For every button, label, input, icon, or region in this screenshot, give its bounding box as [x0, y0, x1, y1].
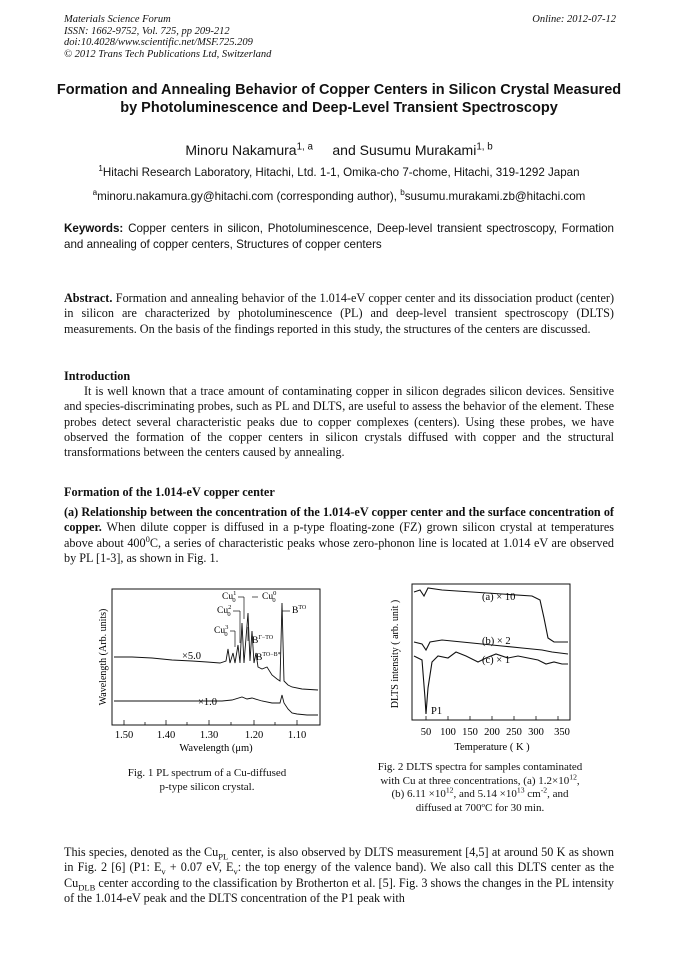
affiliation-text: Hitachi Research Laboratory, Hitachi, Ltd. 1-1, Omika-cho 7-chome, Hitachi, 319-1292 Japan: [102, 166, 580, 179]
fig1-caption-line1: Fig. 1 PL spectrum of a Cu-diffused: [127, 767, 287, 779]
fig1-label-bgto: $B^{\Gamma-TO}$: [252, 635, 274, 646]
fig1-xtick: 1.20: [244, 730, 264, 741]
formation-sub-label: (a) Relationship between the concentration of the 1.014-eV copper center and the surface concentration of copper.: [64, 505, 614, 535]
doi: doi:10.4028/www.scientific.net/MSF.725.209: [64, 37, 253, 49]
author-2-sup: 1, b: [476, 141, 493, 153]
fig2-caption-line2: with Cu at three concentrations, (a) $1.2\times 10^{12}$,: [380, 771, 580, 787]
formation-heading: Formation of the 1.014-eV copper center: [64, 485, 275, 499]
fig2-xlabel: Temperature ( K ): [454, 742, 530, 753]
intro-heading: Introduction: [64, 369, 131, 383]
degree-sup: 0: [145, 533, 150, 544]
fig2-label-p1: P1: [431, 706, 443, 717]
fig2-label-a: (a) × 10: [482, 592, 516, 603]
keywords-text: Copper centers in silicon, Photoluminescence, Deep-level transient spectroscopy, Formation and annealing of copper centers, Structures of copper centers: [64, 222, 614, 251]
fig2-xtick: 100: [440, 727, 456, 738]
fig2-frame: [412, 584, 570, 720]
copyright: © 2012 Trans Tech Publications Ltd, Switzerland: [64, 48, 272, 60]
email-a[interactable]: minoru.nakamura.gy@hitachi.com (corresponding author),: [97, 190, 401, 203]
intro-text: It is well known that a trace amount of contaminating copper in silicon degrades silicon devices. Sensitive and species-discriminating probes, such as PL and DLTS, are useful to assess the behavior of the element. These probes detect several characteristic peaks due to copper complexes (centers). Using these probes, we have observed the formation of the copper centers in silicon crystals diffused with copper and the structural transformations between the centers caused by annealing.: [64, 384, 614, 460]
fig2-ylabel: DLTS intensity ( arb. unit ): [390, 599, 401, 709]
formation-paragraph: [64, 505, 614, 566]
fig1-label-cu2: Cu$^2$ 0: [217, 604, 232, 618]
emails: [40, 190, 638, 203]
fig2-xtick: 200: [484, 727, 500, 738]
fig2-x-ticks: [426, 716, 558, 720]
intro-paragraph: [64, 384, 614, 460]
email-b[interactable]: susumu.murakami.zb@hitachi.com: [404, 190, 586, 203]
fig1-caption-line2: p-type silicon crystal.: [159, 780, 255, 793]
fig1-label-btob: $B^{TO-B*}$: [256, 652, 281, 663]
abstract: [64, 291, 614, 337]
fig1-x-ticks: [124, 720, 297, 725]
fig1-label-bto: $B^{TO}$: [292, 605, 307, 616]
fig2-xtick: 350: [554, 727, 570, 738]
journal-name: Materials Science Forum: [64, 14, 171, 25]
fig1-xtick: 1.10: [287, 730, 307, 741]
fig2-xtick: 250: [506, 727, 522, 738]
fig1-label-cu1: Cu$^1$ 0: [222, 590, 237, 604]
affiliation-sup: 1: [98, 164, 103, 174]
fig1-xlabel: Wavelength (μm): [179, 743, 253, 754]
fig1-scale-x5: ×5.0: [182, 651, 202, 662]
fig2-dlts-spectra: [382, 578, 582, 758]
abstract-label: Abstract.: [64, 291, 113, 305]
author-2: Susumu Murakami: [359, 142, 477, 158]
issn: ISSN: 1662-9752, Vol. 725, pp 209-212: [64, 25, 230, 37]
online-date: Online: 2012-07-12: [532, 14, 616, 25]
fig1-label-cu0: Cu$^0$ 0: [262, 590, 277, 604]
keywords-label: Keywords:: [64, 222, 124, 235]
fig1-label-cu3: Cu$^3$ 0: [214, 624, 229, 638]
abstract-text: Formation and annealing behavior of the 1.014-eV copper center and its dissociation product (center) in silicon are characterized by photoluminescence (PL) and deep-level transient spectroscopy (DLTS) measurements. On the basis of the findings reported in this study, the structures of the centers are discussed.: [64, 291, 615, 336]
fig2-xtick: 150: [462, 727, 478, 738]
fig1-ylabel: Wavelength (Arb. units): [98, 608, 109, 706]
fig2-caption-line4: diffused at 700ºC for 30 min.: [415, 801, 545, 814]
formation-text-1: When dilute copper is diffused in a p-type floating-zone (FZ) grown silicon crystal at temperatures above about 400: [64, 520, 614, 550]
fig1-scale-x1: ×1.0: [198, 697, 218, 708]
fig1-pl-spectrum: [92, 583, 332, 758]
body-paragraph: This species, denoted as the $Cu_{PL}$ center, is also observed by DLTS measurement [4,5] at around 50 K as shown in Fig. 2 [6] (P1: $E_v + 0.07$ eV, $E_v$: the top energy of the valence band). We also call this DLTS center as the $Cu_{DLB}$ center according to the classification by Brotherton et al. [5]. Fig. 3 shows the changes in the PL intensity of the 1.014-eV peak and the DLTS concentration of the P1 peak with: [64, 845, 614, 905]
affiliation: [40, 166, 638, 179]
authors: [40, 142, 638, 158]
fig2-caption-line1: Fig. 2 DLTS spectra for samples contaminated: [377, 761, 583, 773]
fig2-caption: [352, 761, 608, 815]
fig1-xtick: 1.50: [114, 730, 134, 741]
fig1-caption: [92, 767, 322, 794]
email-a-sup: a: [92, 188, 98, 198]
formation-text-2: C, a series of characteristic peaks whose zero-phonon line is located at 1.014 eV are observed by PL [1-3], as shown in Fig. 1.: [64, 535, 614, 565]
fig1-spectrum-x5: [114, 603, 318, 690]
fig1-xtick: 1.40: [156, 730, 176, 741]
author-separator: and: [332, 142, 356, 158]
author-1-sup: 1, a: [296, 141, 313, 153]
fig2-label-c: (c) × 1: [482, 655, 511, 666]
email-b-sup: b: [400, 188, 405, 198]
fig1-xtick: 1.30: [199, 730, 219, 741]
fig2-label-b: (b) × 2: [482, 636, 511, 647]
fig2-caption-line3: (b) $6.11 \times 10^{12}$, and $5.14 \times 10^{13}$ $cm^{-2}$, and: [391, 785, 569, 800]
author-1: Minoru Nakamura: [185, 142, 297, 158]
paper-title: Formation and Annealing Behavior of Copper Centers in Silicon Crystal Measured by Photoluminescence and Deep-Level Transient Spectroscopy: [56, 82, 622, 116]
keywords: [64, 221, 614, 253]
fig2-xtick: 50: [420, 727, 432, 738]
fig2-xtick: 300: [528, 727, 544, 738]
journal-header: [64, 14, 271, 60]
